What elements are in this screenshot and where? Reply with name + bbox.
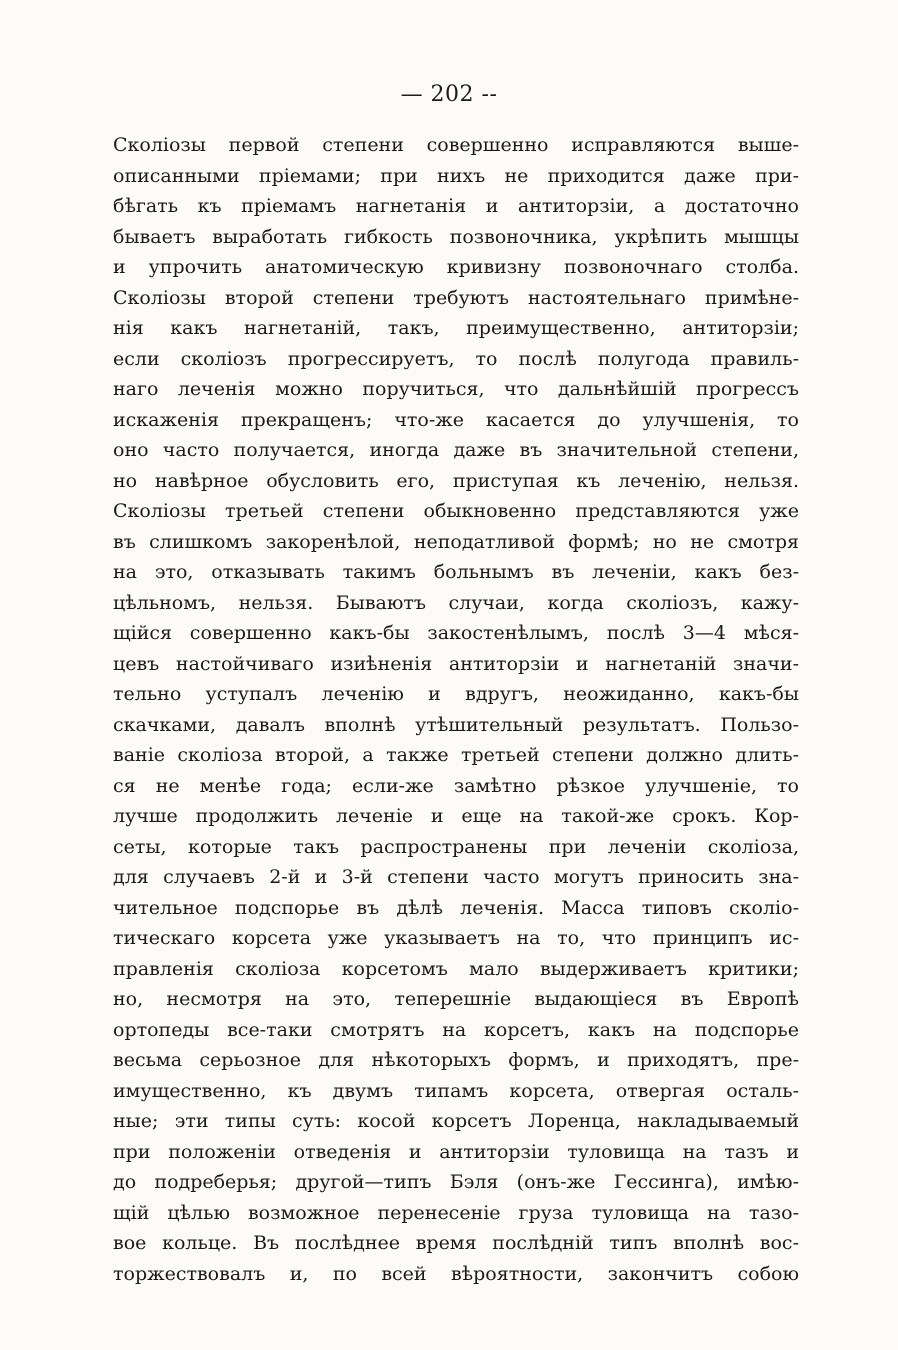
text-line: но, несмотря на это, теперешніе выдающіеся въ Европѣ <box>113 988 799 1010</box>
text-line: скачками, давалъ вполнѣ утѣшительный результатъ. Пользо- <box>113 713 799 736</box>
text-line: и упрочить анатомическую кривизну позвоночнаго столба. <box>113 256 799 278</box>
text-line: въ слишкомъ закоренѣлой, неподатливой формѣ; но не смотря <box>113 530 799 553</box>
text-line: тельно уступалъ леченію и вдругъ, неожиданно, какъ-бы <box>113 683 799 705</box>
text-line: бѣгать къ пріемамъ нагнетанія и антиторзіи, а достаточно <box>113 195 799 217</box>
text-line: Сколіозы второй степени требуютъ настоятельнаго примѣне- <box>113 286 799 309</box>
text-line: если сколіозъ прогрессируетъ, то послѣ полугода правиль- <box>113 347 799 370</box>
text-line: щійся совершенно какъ-бы закостенѣлымъ, послѣ 3—4 мѣся- <box>113 622 799 644</box>
text-line: на это, отказывать такимъ больнымъ въ леченіи, какъ без- <box>113 561 799 583</box>
text-line: торжествовалъ и, по всей вѣроятности, закончитъ собою <box>113 1262 799 1285</box>
text-line: сеты, которые такъ распространены при леченіи сколіоза, <box>113 835 799 858</box>
text-line: ваніе сколіоза второй, а также третьей степени должно длить- <box>113 744 799 766</box>
body-text <box>113 130 799 1289</box>
text-line: имущественно, къ двумъ типамъ корсета, отвергая осталь- <box>113 1079 799 1102</box>
text-line: для случаевъ 2-й и 3-й степени часто могутъ приносить зна- <box>113 866 799 888</box>
text-line: при положеніи отведенія и антиторзіи туловища на тазъ и <box>113 1140 799 1163</box>
text-line: весьма серьозное для нѣкоторыхъ формъ, и приходятъ, пре- <box>113 1049 799 1071</box>
text-line: ортопеды все-таки смотрятъ на корсетъ, какъ на подспорье <box>113 1018 799 1041</box>
text-line: наго леченія можно поручиться, что дальнѣйшій прогрессъ <box>113 378 799 400</box>
text-line: оно часто получается, иногда даже въ значительной степени, <box>113 439 799 461</box>
text-line: лучше продолжить леченіе и еще на такой-же срокъ. Кор- <box>113 805 799 827</box>
text-line: тическаго корсета уже указываетъ на то, что принципъ ис- <box>113 927 799 949</box>
text-line: чительное подспорье въ дѣлѣ леченія. Масса типовъ сколіо- <box>113 896 799 919</box>
text-line: ные; эти типы суть: косой корсетъ Лоренца, накладываемый <box>113 1110 799 1132</box>
text-line: но навѣрное обусловить его, приступая къ леченію, нельзя. <box>113 469 799 492</box>
text-line: правленія сколіоза корсетомъ мало выдерживаетъ критики; <box>113 957 799 980</box>
page-number: — 202 -- <box>400 82 498 107</box>
text-line: описанными пріемами; при нихъ не приходится даже при- <box>113 164 799 187</box>
text-line: Сколіозы первой степени совершенно исправляются выше- <box>113 134 799 156</box>
text-line: до подреберья; другой—типъ Бэля (онъ-же Гессинга), имѣю- <box>113 1171 799 1193</box>
text-line: ся не менѣе года; если-же замѣтно рѣзкое улучшеніе, то <box>113 774 799 797</box>
text-line: вое кольце. Въ послѣднее время послѣдній типъ вполнѣ вос- <box>113 1232 799 1254</box>
text-line: щій цѣлью возможное перенесеніе груза туловища на тазо- <box>113 1201 799 1224</box>
text-line: нія какъ нагнетаній, такъ, преимущественно, антиторзіи; <box>113 317 799 339</box>
text-line: цѣльномъ, нельзя. Бываютъ случаи, когда сколіозъ, кажу- <box>113 591 799 614</box>
text-line: бываетъ выработать гибкость позвоночника, укрѣпить мышцы <box>113 225 799 248</box>
text-line: искаженія прекращенъ; что-же касается до улучшенія, то <box>113 408 799 431</box>
text-line: Сколіозы третьей степени обыкновенно представляются уже <box>113 500 799 522</box>
text-line: цевъ настойчиваго изиѣненія антиторзіи и нагнетаній значи- <box>113 652 799 675</box>
